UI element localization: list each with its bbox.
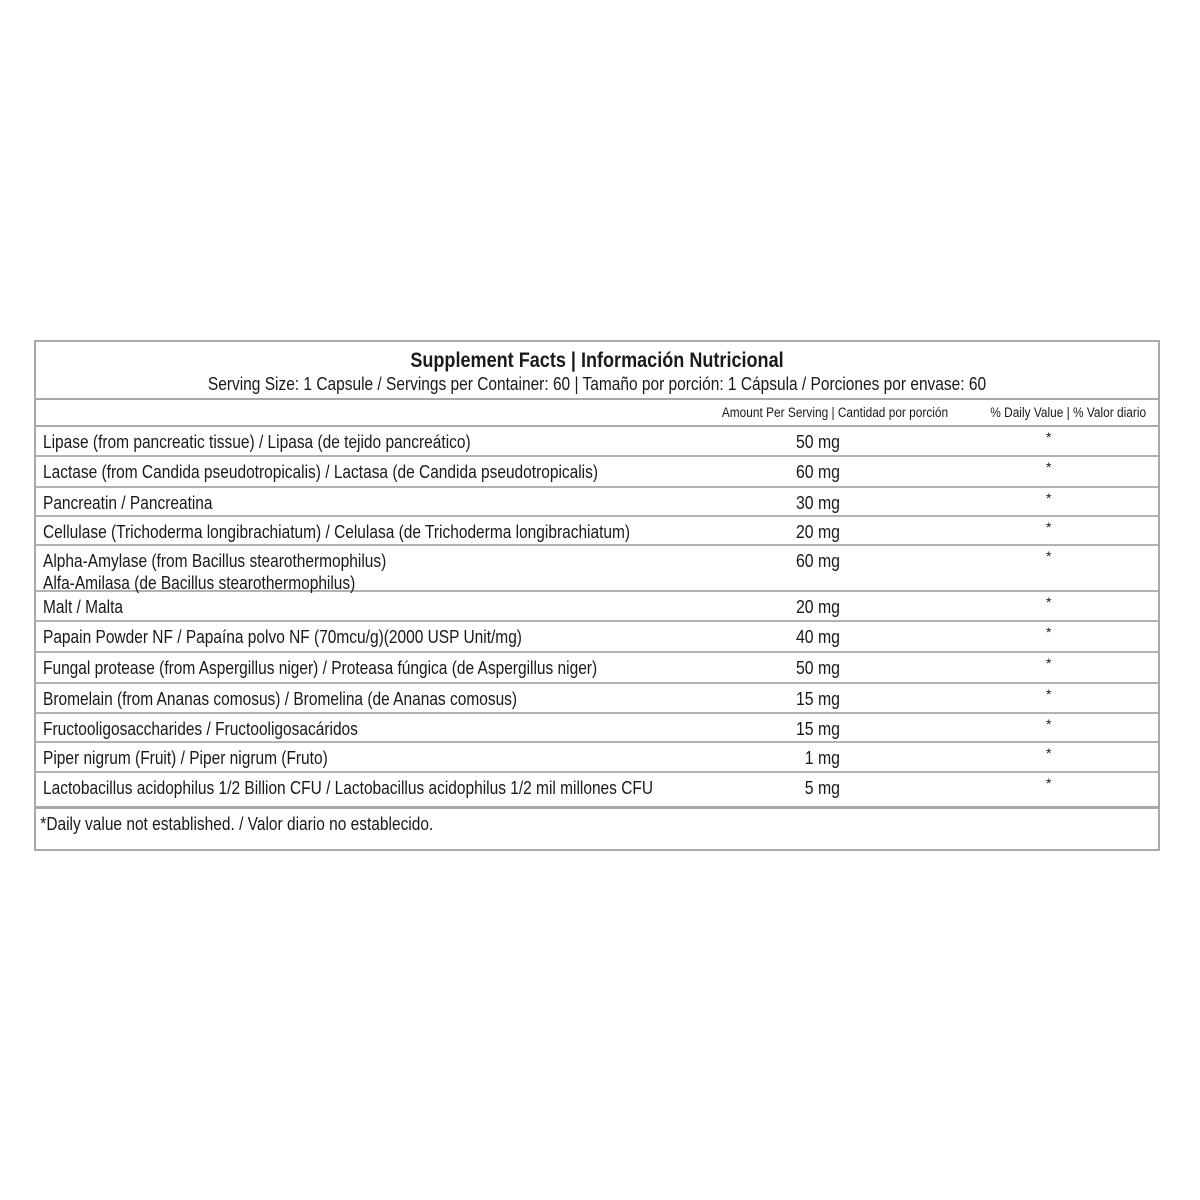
ingredient-amount: 15 mg <box>795 689 840 709</box>
serving-info: Serving Size: 1 Capsule / Servings per Container: 60 | Tamaño por porción: 1 Cápsula / Porciones por envase: 60 <box>207 374 987 394</box>
ingredient-daily-value: * <box>1046 745 1052 761</box>
panel-header <box>36 342 1158 400</box>
ingredient-row <box>36 427 1158 457</box>
ingredient-amount: 60 mg <box>795 462 840 482</box>
ingredient-row <box>36 714 1158 743</box>
ingredient-name: Bromelain (from Ananas comosus) / Bromelina (de Ananas comosus) <box>43 689 518 709</box>
ingredient-name: Lipase (from pancreatic tissue) / Lipasa (de tejido pancreático) <box>43 432 471 452</box>
ingredient-daily-value: * <box>1046 594 1052 610</box>
ingredient-row <box>36 517 1158 546</box>
ingredient-daily-value: * <box>1046 429 1052 445</box>
ingredient-name: Malt / Malta <box>43 597 124 617</box>
ingredient-name: Lactase (from Candida pseudotropicalis) / Lactasa (de Candida pseudotropicalis) <box>43 462 599 482</box>
ingredient-row <box>36 457 1158 488</box>
supplement-facts-panel <box>34 340 1160 851</box>
panel-title: Supplement Facts | Información Nutricional <box>410 349 784 372</box>
ingredient-row <box>36 622 1158 653</box>
ingredient-daily-value: * <box>1046 716 1052 732</box>
ingredient-daily-value: * <box>1046 686 1052 702</box>
ingredient-name: Piper nigrum (Fruit) / Piper nigrum (Fruto) <box>43 748 328 768</box>
ingredient-daily-value: * <box>1046 624 1052 640</box>
ingredient-amount: 30 mg <box>795 493 840 513</box>
ingredient-amount: 60 mg <box>795 551 840 571</box>
amount-column-header: Amount Per Serving | Cantidad por porción <box>721 405 948 420</box>
ingredient-name <box>43 550 386 594</box>
ingredient-amount: 50 mg <box>795 658 840 678</box>
ingredient-row <box>36 653 1158 684</box>
ingredient-row <box>36 592 1158 622</box>
ingredient-name-line-2: Alfa-Amilasa (de Bacillus stearothermophilus) <box>43 573 356 593</box>
ingredient-daily-value: * <box>1046 519 1052 535</box>
ingredient-row <box>36 743 1158 773</box>
ingredient-amount: 40 mg <box>795 627 840 647</box>
ingredient-amount: 1 mg <box>804 748 840 768</box>
ingredient-amount: 20 mg <box>795 522 840 542</box>
ingredient-name: Papain Powder NF / Papaína polvo NF (70mcu/g)(2000 USP Unit/mg) <box>43 627 522 647</box>
ingredient-name: Lactobacillus acidophilus 1/2 Billion CFU / Lactobacillus acidophilus 1/2 mil millones CFU <box>43 778 654 798</box>
ingredient-row <box>36 773 1158 809</box>
ingredient-daily-value: * <box>1046 775 1052 791</box>
ingredient-row <box>36 684 1158 714</box>
ingredient-daily-value: * <box>1046 655 1052 671</box>
column-headers <box>36 400 1158 427</box>
ingredient-name: Fructooligosaccharides / Fructooligosacáridos <box>43 719 358 739</box>
ingredient-amount: 20 mg <box>795 597 840 617</box>
ingredient-name-line-1: Alpha-Amylase (from Bacillus stearothermophilus) <box>43 551 387 571</box>
ingredient-daily-value: * <box>1046 490 1052 506</box>
ingredient-amount: 15 mg <box>795 719 840 739</box>
ingredient-name: Pancreatin / Pancreatina <box>43 493 213 513</box>
footnote: *Daily value not established. / Valor diario no establecido. <box>40 814 434 834</box>
ingredient-name: Cellulase (Trichoderma longibrachiatum) / Celulasa (de Trichoderma longibrachiatum) <box>43 522 631 542</box>
ingredient-row <box>36 546 1158 592</box>
ingredient-daily-value: * <box>1046 459 1052 475</box>
ingredient-daily-value: * <box>1046 548 1052 564</box>
ingredient-row <box>36 488 1158 517</box>
ingredient-amount: 50 mg <box>795 432 840 452</box>
daily-value-column-header: % Daily Value | % Valor diario <box>990 405 1146 420</box>
ingredient-name: Fungal protease (from Aspergillus niger) / Proteasa fúngica (de Aspergillus niger) <box>43 658 598 678</box>
ingredient-amount: 5 mg <box>804 778 840 798</box>
